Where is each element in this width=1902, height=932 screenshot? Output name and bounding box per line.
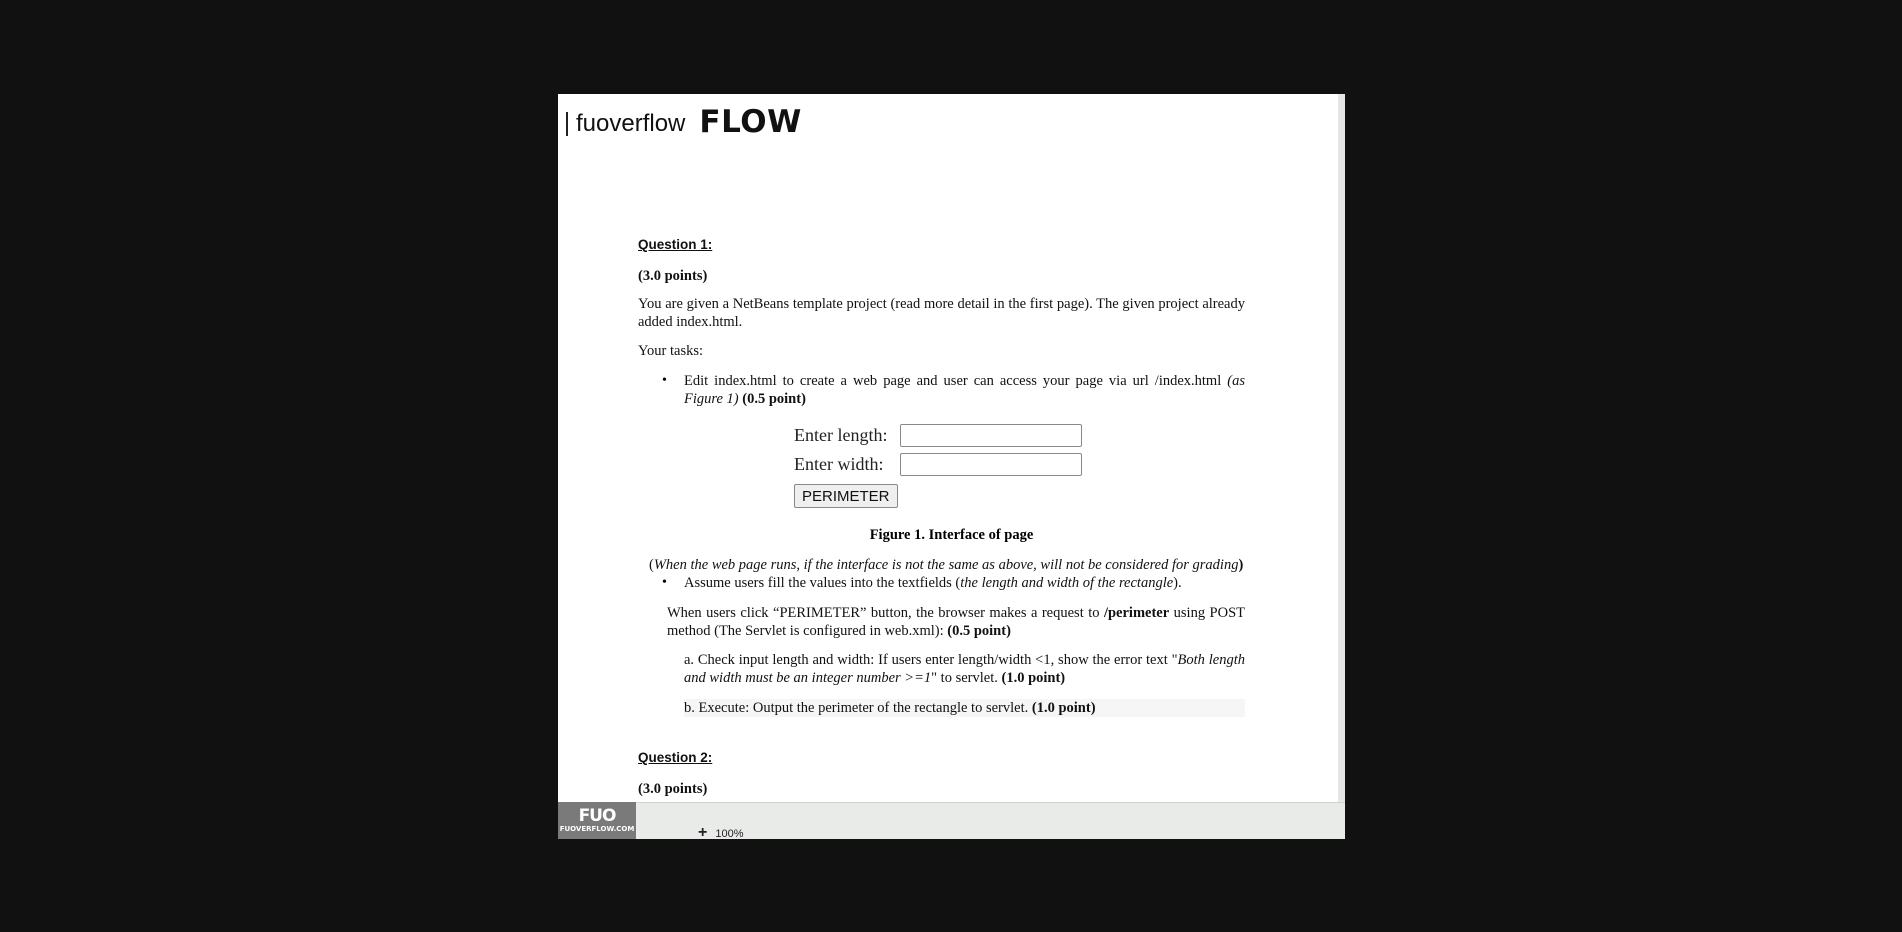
width-label: Enter width:: [794, 454, 884, 474]
scrollbar[interactable]: [1338, 94, 1345, 802]
logo-text: fuoverflow: [576, 110, 686, 137]
logo-mark: FLOW: [699, 104, 802, 140]
watermark-logo: FUO FUOVERFLOW.COM: [558, 802, 636, 839]
item-b: b. Execute: Output the perimeter of the rectangle to servlet. (1.0 point): [684, 699, 1245, 717]
bullet-marker: •: [662, 373, 667, 388]
viewer-toolbar: [558, 802, 1345, 839]
width-row: [794, 453, 1082, 476]
zoom-in-icon[interactable]: +: [698, 824, 708, 839]
width-input[interactable]: [900, 453, 1082, 476]
tasks-label: Your tasks:: [638, 343, 704, 359]
zoom-level: 100%: [715, 828, 744, 839]
request-paragraph: When users click “PERIMETER” button, the browser makes a request to /perimeter using POST method (The Servlet is configured in web.xml): (0.5 point): [667, 605, 1245, 639]
task-bullet-1: Edit index.html to create a web page and user can access your page via url /index.html (as Figure 1) (0.5 point): [684, 373, 1245, 407]
question1-points: (3.0 points): [638, 268, 708, 284]
question1-heading: Question 1:: [638, 237, 713, 252]
length-label: Enter length:: [794, 425, 888, 445]
question2-heading: Question 2:: [638, 750, 713, 765]
item-a: a. Check input length and width: If users enter length/width <1, show the error text "Both length and width must be an integer number >=1" to servlet. (1.0 point): [684, 652, 1245, 686]
document-viewer[interactable]: [558, 94, 1345, 839]
length-row: [794, 424, 1082, 447]
grading-note: (When the web page runs, if the interface is not the same as above, will not be considered for grading): [649, 557, 1244, 573]
question1-intro: You are given a NetBeans template project (read more detail in the first page). The given project already added index.html.: [638, 296, 1245, 330]
length-input[interactable]: [900, 424, 1082, 447]
site-logo: [566, 104, 802, 144]
zoom-control[interactable]: [698, 824, 743, 839]
perimeter-button[interactable]: PERIMETER: [794, 484, 898, 508]
cursor-bar: [566, 112, 568, 136]
question2-points: (3.0 points): [638, 781, 708, 797]
figure-caption: Figure 1. Interface of page: [869, 527, 1034, 543]
task-bullet-2: Assume users fill the values into the textfields (the length and width of the rectangle).: [684, 575, 1182, 591]
bullet-marker: •: [662, 575, 667, 590]
